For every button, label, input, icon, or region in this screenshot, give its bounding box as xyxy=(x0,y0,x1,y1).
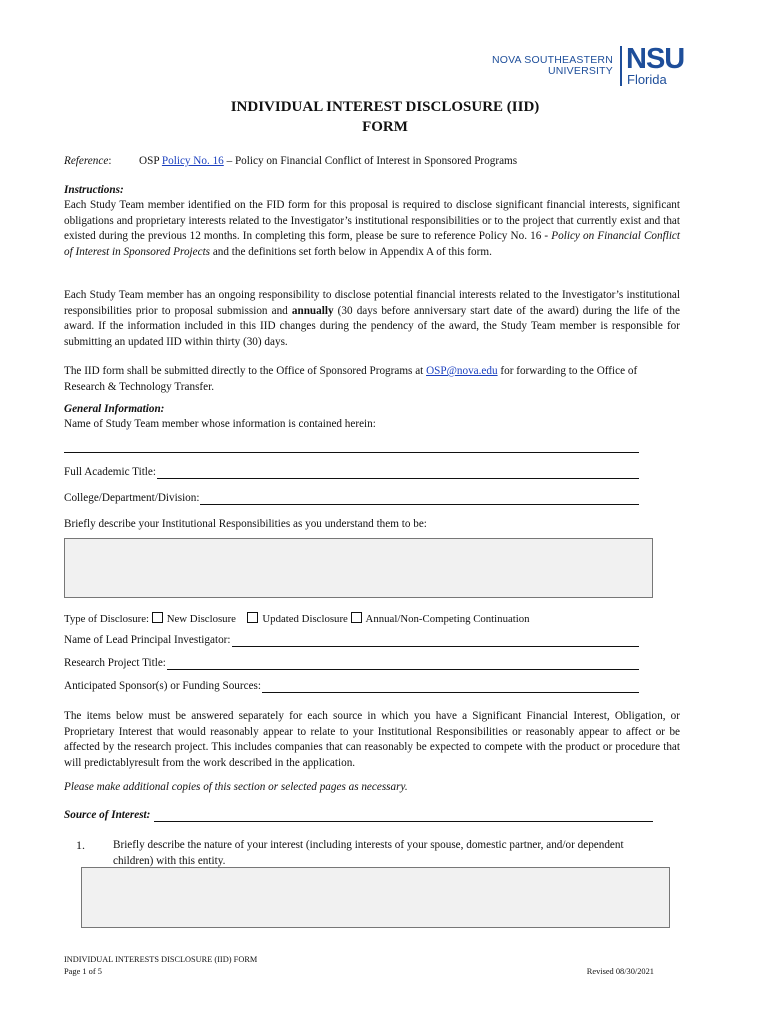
question1-textarea[interactable] xyxy=(81,867,670,928)
footer-page-number: Page 1 of 5 xyxy=(64,967,102,976)
form-title xyxy=(0,97,770,137)
footer-smallcaps: ORM xyxy=(238,955,258,964)
title-line2: FORM xyxy=(362,119,408,135)
para2-text-b: (30 days before anniversary start date of the award) during the life of the award. If the information included in this IID changes during the pendency of the award, the Study Team member is responsible for submitting an updated IID within thirty (30) days. xyxy=(64,304,680,348)
name-prompt: Name of Study Team member whose information is contained herein: xyxy=(64,418,376,430)
footer-form-title xyxy=(64,954,257,966)
footer-cap: I xyxy=(115,955,118,964)
reference-colon: : xyxy=(108,155,112,167)
para1-text-a: Each Study Team member identified on the FID form for this proposal is required to disclose significant financial interests, significant obligations and proprietary interests related to the Investigator’s institutional responsibilities or to the project that currently exist and that existed during the previous 12 months. In completing this form, please be sure to reference Policy No. 16 - xyxy=(64,199,680,243)
footer-smallcaps: ISCLOSURE xyxy=(167,955,215,964)
logo-abbrev: NSU xyxy=(626,43,685,75)
checkbox-updated-disclosure[interactable] xyxy=(247,613,347,625)
logo-state: Florida xyxy=(627,72,667,87)
instructions-para2 xyxy=(64,288,680,350)
logo-line2: UNIVERSITY xyxy=(547,65,613,77)
checkbox-box[interactable] xyxy=(247,612,258,623)
sponsors-label: Anticipated Sponsor(s) or Funding Sources: xyxy=(64,680,262,692)
name-field[interactable] xyxy=(64,452,639,453)
option-updated-label: Updated Disclosure xyxy=(262,613,348,625)
copies-note xyxy=(64,780,408,796)
project-title-field[interactable] xyxy=(64,656,639,670)
responsibilities-prompt: Briefly describe your Institutional Responsibilities as you understand them to be: xyxy=(64,518,427,530)
lead-pi-label: Name of Lead Principal Investigator: xyxy=(64,634,231,646)
osp-email-link[interactable]: OSP@nova.edu xyxy=(426,365,498,377)
reference-label: Reference xyxy=(64,155,109,167)
policy-link[interactable]: Policy No. 16 xyxy=(161,155,224,167)
responsibilities-textarea[interactable] xyxy=(64,538,653,598)
instructions-heading xyxy=(64,183,124,199)
footer-cap: F xyxy=(233,955,239,964)
footer-cap: I xyxy=(64,955,67,964)
academic-title-field[interactable] xyxy=(64,465,639,479)
checkbox-box[interactable] xyxy=(351,612,362,623)
footer-smallcaps: NDIVIDUAL xyxy=(66,955,116,964)
general-heading-text: General Information: xyxy=(64,403,165,415)
college-field[interactable] xyxy=(64,491,639,505)
reference-prefix: OSP xyxy=(139,155,160,167)
copies-note-text: Please make additional copies of this section or selected pages as necessary. xyxy=(64,781,408,793)
lead-pi-field[interactable] xyxy=(64,633,639,647)
items-paragraph: The items below must be answered separately for each source in which you have a Significant Financial Interest, Obligation, or Proprietary Interest that would reasonably appear to relate to your Institutional Responsibilities or reasonably appear to affect or be affected by the research project. This includes companies that can reasonably be expected to compete with the product or procedure that will predictablyresult from the work described in the application. xyxy=(64,710,680,769)
para3-text-b: for forwarding to the Office of Research & Technology Transfer. xyxy=(64,365,638,393)
checkbox-annual-continuation[interactable] xyxy=(351,613,530,625)
logo-line1: NOVA SOUTHEASTERN xyxy=(491,54,613,66)
para2-text-a: Each Study Team member has an ongoing responsibility to disclose potential financial interests related to the Investigator’s institutional responsibilities prior to proposal submission and xyxy=(64,289,680,317)
footer-revised-date: Revised 08/30/2021 xyxy=(586,967,654,976)
university-logo xyxy=(480,43,695,87)
sponsors-field[interactable] xyxy=(64,679,639,693)
question1-text: Briefly describe the nature of your interest (including interests of your spouse, domestic partner, and/or dependent children) with this entity. xyxy=(113,839,624,867)
college-label: College/Department/Division: xyxy=(64,492,200,504)
footer-tail: (IID) xyxy=(214,955,234,964)
reference-suffix: – Policy on Financial Conflict of Interest in Sponsored Programs xyxy=(226,155,518,167)
para2-bold: annually xyxy=(291,304,334,317)
instructions-para1 xyxy=(64,198,680,260)
para3-text-a: The IID form shall be submitted directly to the Office of Sponsored Programs at xyxy=(64,365,427,377)
title-line1: INDIVIDUAL INTEREST DISCLOSURE (IID) xyxy=(230,99,540,115)
question1-number: 1. xyxy=(76,838,85,852)
reference-line xyxy=(64,154,684,170)
checkbox-new-disclosure[interactable] xyxy=(152,613,236,625)
para1-italic: Policy on Financial Conflict of Interest in Sponsored Projects xyxy=(64,230,680,258)
academic-title-label: Full Academic Title: xyxy=(64,466,156,478)
source-of-interest-field[interactable] xyxy=(64,808,653,822)
instructions-para3 xyxy=(64,364,680,395)
logo-divider xyxy=(620,46,622,86)
disclosure-type-label: Type of Disclosure: xyxy=(64,613,149,625)
para1-text-b: and the definitions set forth below in Appendix A of this form. xyxy=(210,245,492,258)
project-title-label: Research Project Title: xyxy=(64,657,166,669)
instructions-heading-text: Instructions: xyxy=(64,184,124,196)
option-annual-label: Annual/Non-Competing Continuation xyxy=(365,613,530,625)
option-new-label: New Disclosure xyxy=(166,613,236,625)
disclosure-type-row xyxy=(64,612,530,628)
source-label: Source of Interest: xyxy=(64,809,151,821)
footer-smallcaps: NTERESTS xyxy=(117,955,162,964)
checkbox-box[interactable] xyxy=(152,612,163,623)
footer-cap: D xyxy=(161,955,168,964)
general-heading xyxy=(64,402,164,418)
